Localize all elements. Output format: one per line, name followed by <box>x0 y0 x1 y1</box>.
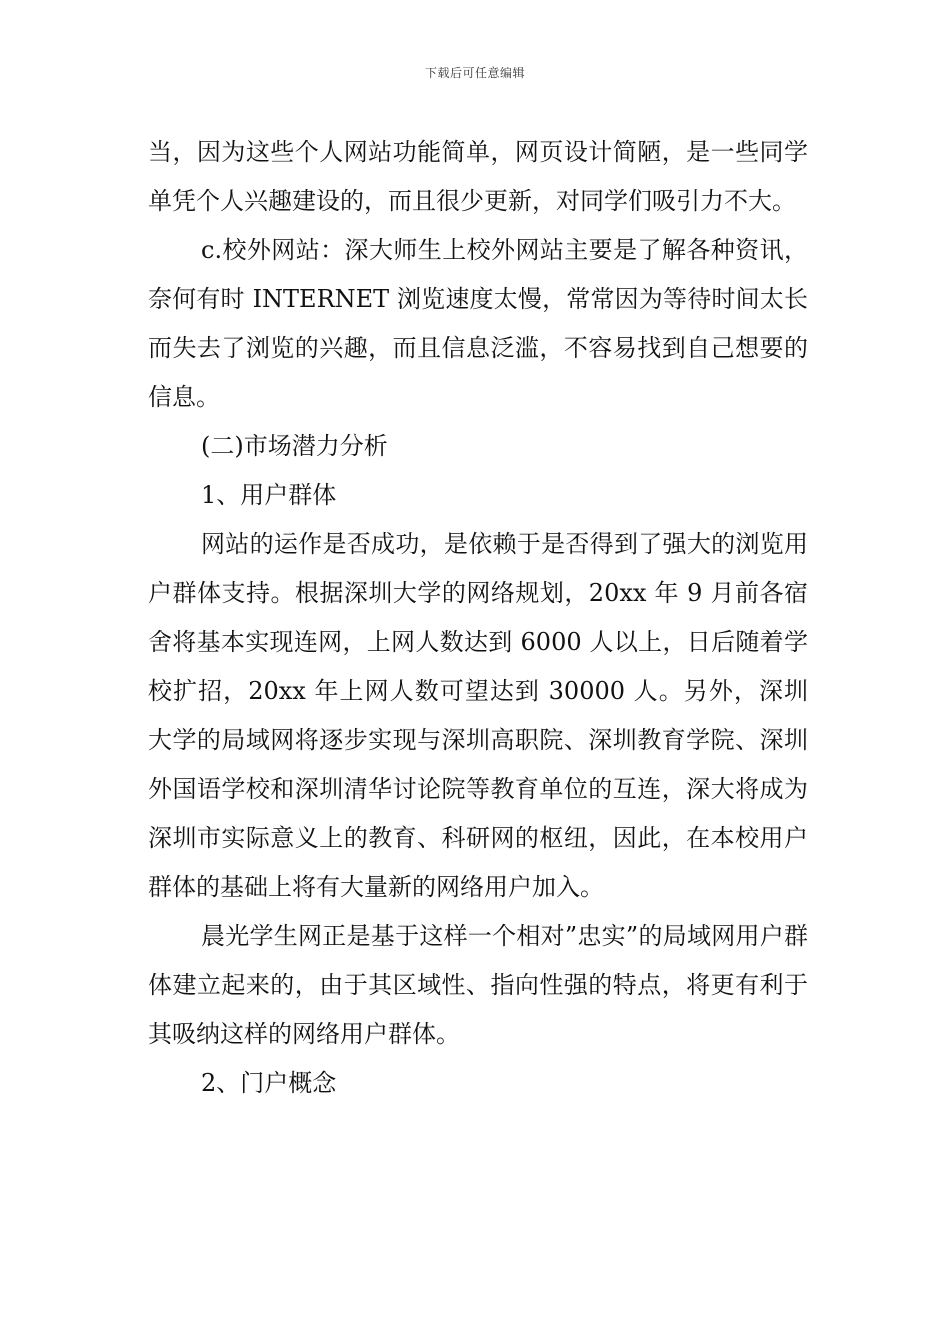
paragraph-off-campus-sites: c.校外网站：深大师生上校外网站主要是了解各种资讯，奈何有时 INTERNET 浏览速度太慢，常常因为等待时间太长而失去了浏览的兴趣，而且信息泛滥，不容易找到自己想要的信息。 <box>148 236 808 411</box>
subsection-heading-user-group: 1、用户群体 <box>201 481 337 509</box>
subsection-heading-portal-concept: 2、门户概念 <box>201 1069 337 1097</box>
section-heading-market-potential: (二)市场潜力分析 <box>201 432 388 460</box>
page-header: 下载后可任意编辑 <box>424 66 525 80</box>
paragraph-continuation: 当，因为这些个人网站功能简单，网页设计简陋，是一些同学单凭个人兴趣建设的，而且很少更新，对同学们吸引力不大。 <box>148 138 808 215</box>
paragraph-chenguang-network: 晨光学生网正是基于这样一个相对”忠实”的局域网用户群体建立起来的，由于其区域性、指向性强的特点，将更有利于其吸纳这样的网络用户群体。 <box>148 922 808 1048</box>
document-body <box>148 128 808 1108</box>
paragraph-user-group: 网站的运作是否成功，是依赖于是否得到了强大的浏览用户群体支持。根据深圳大学的网络规划，20xx 年 9 月前各宿舍将基本实现连网，上网人数达到 6000 人以上，日后随着学校扩招，20xx 年上网人数可望达到 30000 人。另外，深圳大学的局域网将逐步实现与深圳高职院、深圳教育学院、深圳外国语学校和深圳清华讨论院等教育单位的互连，深大将成为深圳市实际意义上的教育、科研网的枢纽，因此，在本校用户群体的基础上将有大量新的网络用户加入。 <box>148 530 808 901</box>
